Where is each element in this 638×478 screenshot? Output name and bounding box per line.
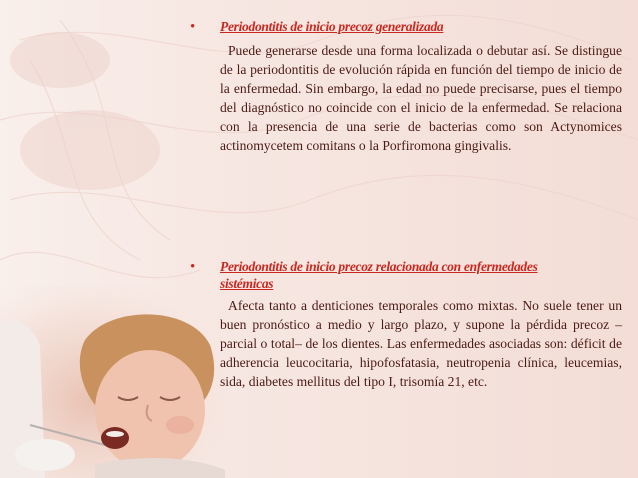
section-heading: Periodontitis de inicio precoz relacionada con enfermedades sistémicas bbox=[220, 259, 538, 291]
section-body: Puede generarse desde una forma localizada o debutar así. Se distingue de la periodontitis de evolución rápida en función del tiempo de inicio de la enfermedad. Sin embargo, la edad no puede precisarse, pues el tiempo del diagnóstico no coincide con el inicio de la enfermedad. Se relaciona con la presencia de una serie de bacterias como son Actynomices actinomycetem comitans o la Porfiromona gingivalis. bbox=[220, 43, 622, 153]
bullet-icon: • bbox=[190, 19, 196, 35]
bullet-icon: • bbox=[190, 259, 196, 275]
section-generalizada bbox=[190, 18, 622, 155]
section-heading-row bbox=[190, 258, 622, 292]
section-enfermedades-sistemicas bbox=[190, 258, 622, 391]
section-heading: Periodontitis de inicio precoz generalizada bbox=[220, 19, 444, 34]
section-heading-row bbox=[190, 18, 622, 35]
section-body: Afecta tanto a denticiones temporales como mixtas. No suele tener un buen pronóstico a medio y largo plazo, y supone la pérdida precoz –parcial o total– de los dientes. Las enfermedades asociadas son: déficit de adherencia leucocitaria, hipofosfatasia, neutropenia clínica, leucemias, sida, diabetes mellitus del tipo I, trisomía 21, etc. bbox=[220, 298, 622, 389]
